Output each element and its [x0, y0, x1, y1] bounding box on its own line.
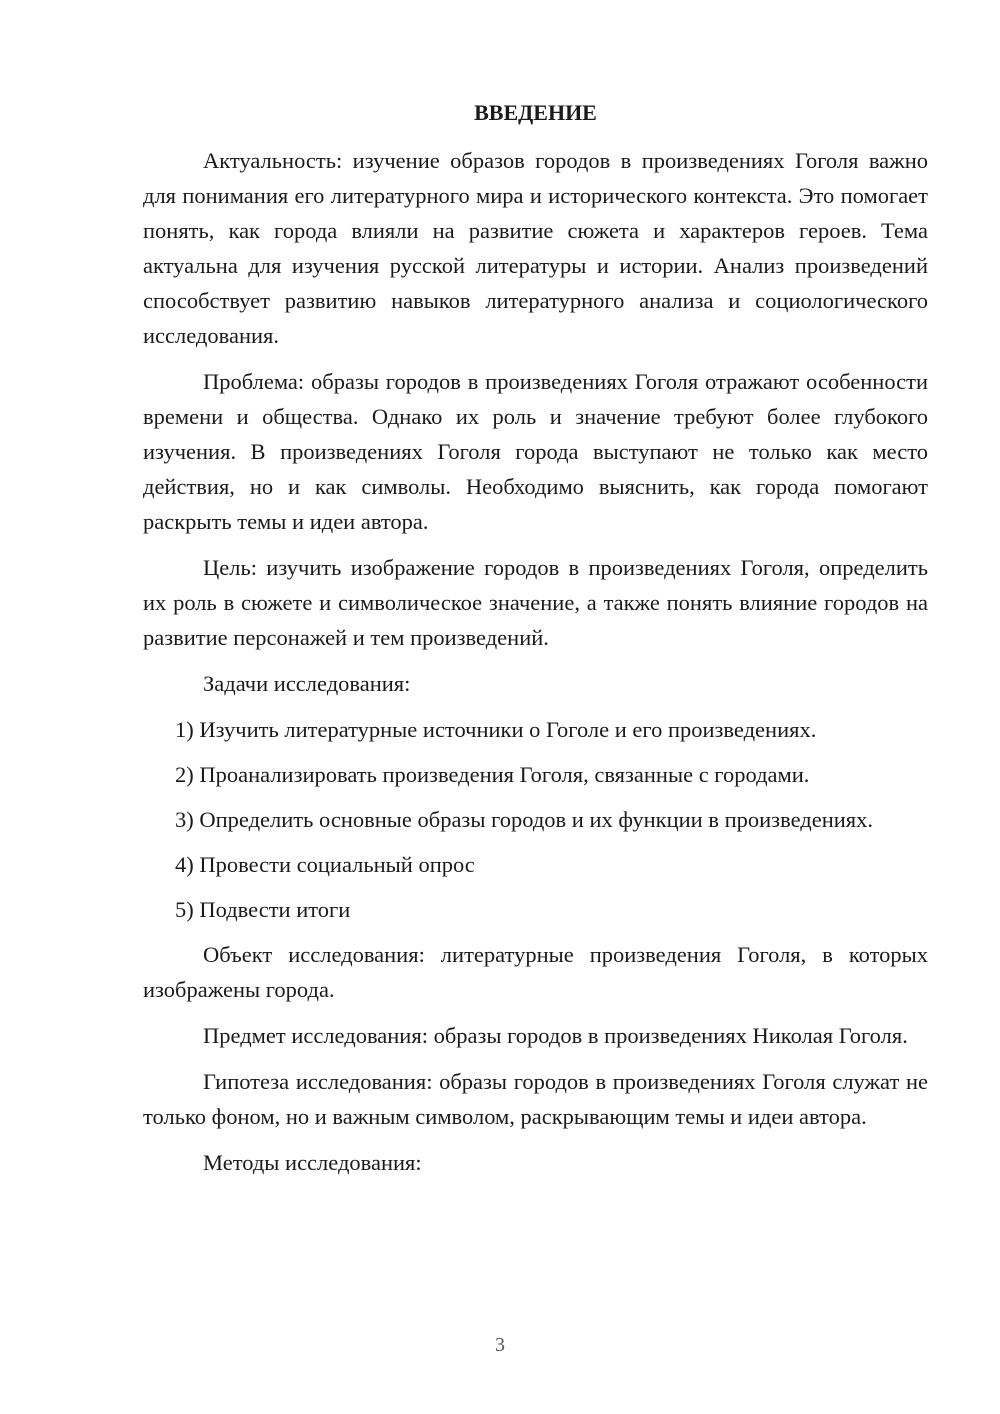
relevance-paragraph: Актуальность: изучение образов городов в произведениях Гоголя важно для понимания его литературного мира и исторического контекста. Это помогает понять, как города влияли на развитие сюжета и характеров героев. Тема актуальна для изучения русской литературы и истории. Анализ произведений способствует развитию навыков литературного анализа и социологического исследования. — [143, 148, 928, 348]
task-item-1: 1) Изучить литературные источники о Гоголе и его произведениях. — [175, 717, 817, 742]
task-item-2: 2) Проанализировать произведения Гоголя, связанные с городами. — [175, 762, 810, 787]
tasks-heading: Задачи исследования: — [203, 671, 411, 696]
goal-paragraph: Цель: изучить изображение городов в произведениях Гоголя, определить их роль в сюжете и символическое значение, а также понять влияние городов на развитие персонажей и тем произведений. — [143, 555, 928, 650]
task-item-5: 5) Подвести итоги — [175, 897, 351, 922]
problem-paragraph: Проблема: образы городов в произведениях Гоголя отражают особенности времени и общества. Однако их роль и значение требуют более глубокого изучения. В произведениях Гоголя города выступают не только как место действия, но и как символы. Необходимо выяснить, как города помогают раскрыть темы и идеи автора. — [143, 369, 928, 534]
task-item-3: 3) Определить основные образы городов и их функции в произведениях. — [175, 807, 873, 832]
page-number: 3 — [495, 1334, 505, 1356]
hypothesis-paragraph: Гипотеза исследования: образы городов в произведениях Гоголя служат не только фоном, но и важным символом, раскрывающим темы и идеи автора. — [143, 1069, 928, 1129]
section-title: ВВЕДЕНИЕ — [474, 100, 597, 125]
methods-heading: Методы исследования: — [203, 1150, 422, 1175]
object-paragraph: Объект исследования: литературные произведения Гоголя, в которых изображены города. — [143, 942, 928, 1002]
task-item-4: 4) Провести социальный опрос — [175, 852, 475, 877]
document-page — [143, 95, 928, 1191]
subject-paragraph: Предмет исследования: образы городов в произведениях Николая Гоголя. — [203, 1023, 908, 1048]
